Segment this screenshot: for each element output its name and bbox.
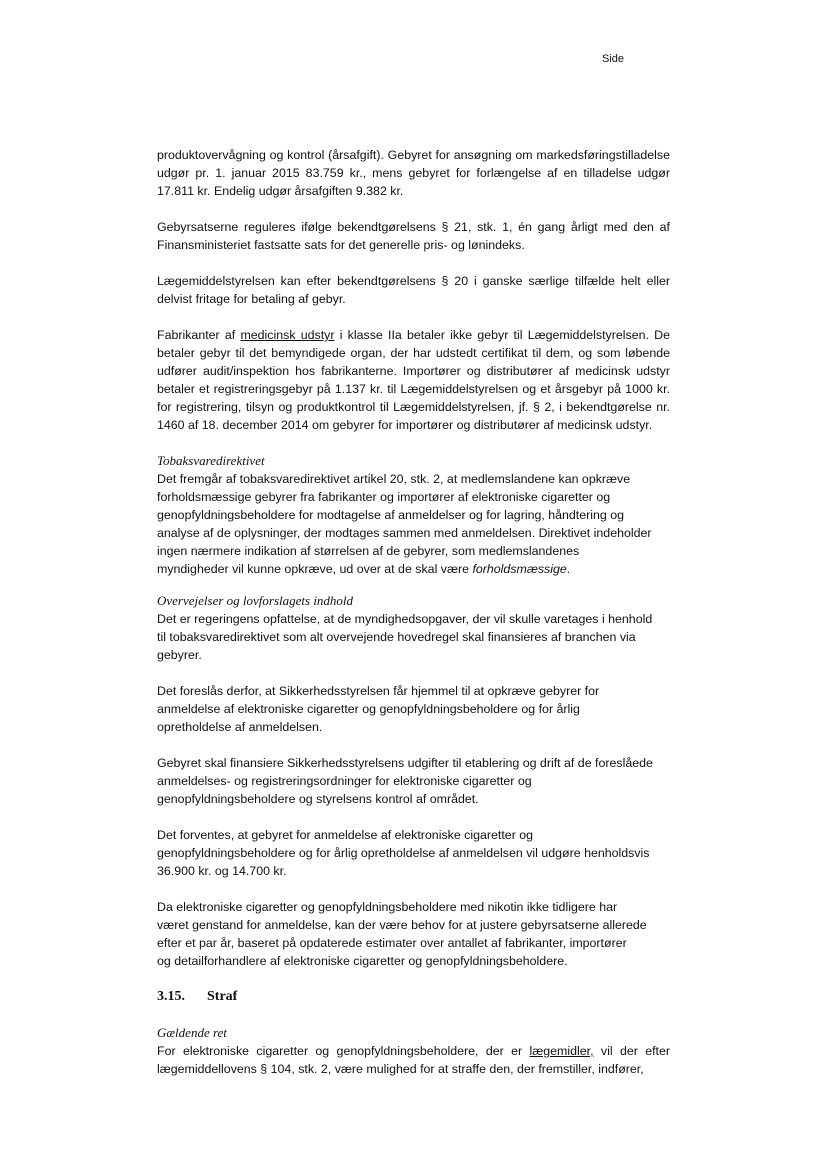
section-heading bbox=[157, 988, 670, 1006]
text-line: Det foreslås derfor, at Sikkerhedsstyrelsen får hjemmel til at opkræve gebyrer for bbox=[157, 684, 600, 698]
text-line: forholdsmæssige gebyrer fra fabrikanter og importører af elektroniske cigaretter og bbox=[157, 490, 611, 504]
medicines-link[interactable]: lægemidler, bbox=[529, 1044, 594, 1058]
text-line: efter et par år, baseret på opdaterede estimater over antallet af fabrikanter, importører bbox=[157, 936, 627, 950]
section-number: 3.15. bbox=[157, 989, 185, 1004]
text-line: genopfyldningsbeholdere og for årlig opretholdelse af anmeldelsen vil udgøre henholdsvis bbox=[157, 846, 650, 860]
text-line: Det fremgår af tobaksvaredirektivet artikel 20, stk. 2, at medlemslandene kan opkræve bbox=[157, 472, 631, 486]
emphasis-text: forholdsmæssige bbox=[472, 562, 567, 576]
text-span: Fabrikanter af bbox=[157, 328, 241, 342]
text-line: Det forventes, at gebyret for anmeldelse af elektroniske cigaretter og bbox=[157, 828, 534, 842]
text-span: . bbox=[566, 562, 571, 576]
text-line: anmeldelse af elektroniske cigaretter og genopfyldningsbeholdere og for årlig bbox=[157, 702, 580, 716]
text-line: analyse af de oplysninger, der modtages sammen med anmeldelsen. Direktivet indeholder bbox=[157, 526, 652, 540]
text-line: opretholdelse af anmeldelsen. bbox=[157, 720, 323, 734]
text-line: Gebyret skal finansiere Sikkerhedsstyrelsens udgifter til etablering og drift af de foreslåede bbox=[157, 756, 653, 770]
paragraph-considerations bbox=[157, 610, 670, 664]
text-line: 36.900 kr. og 14.700 kr. bbox=[157, 864, 287, 878]
text-line: Det er regeringens opfattelse, at de myndighedsopgaver, der vil skulle varetages i henhold bbox=[157, 612, 653, 626]
text-line: til tobaksvaredirektivet som alt overvejende hovedregel skal finansieres af branchen via bbox=[157, 630, 636, 644]
heading-tobacco-directive: Tobaksvaredirektivet bbox=[157, 453, 265, 468]
text-line bbox=[157, 560, 670, 578]
paragraph-fee-regulation: Gebyrsatserne reguleres ifølge bekendtgørelsens § 21, stk. 1, én gang årligt med den af Finansministeriet fastsatte sats for det generelle pris- og lønindeks. bbox=[157, 220, 670, 252]
text-line: Da elektroniske cigaretter og genopfyldningsbeholdere med nikotin ikke tidligere har bbox=[157, 900, 618, 914]
paragraph-current-law bbox=[157, 1042, 670, 1078]
page-label: Side bbox=[602, 53, 625, 65]
paragraph-expected-fee bbox=[157, 826, 670, 880]
text-line: gebyrer. bbox=[157, 648, 202, 662]
text-line: ingen nærmere indikation af størrelsen af de gebyrer, som medlemslandenes bbox=[157, 544, 580, 558]
text-span: i klasse IIa betaler ikke gebyr til Lægemiddelstyrelsen. De betaler gebyr til det bemyndigede organ, der har udstedt certifikat til dem, og som løbende udfører audit/inspektion hos fabrikanterne. Importører og distributører af medicinsk udstyr betaler et registreringsgebyr på 1.137 kr. til Lægemiddelstyrelsen og et årsgebyr på 1000 kr. for registrering, tilsyn og produktkontrol til Lægemiddelstyrelsen, jf. § 2, i bekendtgørelse nr. 1460 af 18. december 2014 om gebyrer for importører og distributører af medicinsk udstyr. bbox=[157, 328, 670, 432]
text-line: genopfyldningsbeholdere for modtagelse af anmeldelser og for lagring, håndtering og bbox=[157, 508, 625, 522]
paragraph-fee-exemption: Lægemiddelstyrelsen kan efter bekendtgørelsens § 20 i ganske særlige tilfælde helt eller delvist fritage for betaling af gebyr. bbox=[157, 274, 670, 306]
paragraph-adjustment bbox=[157, 898, 670, 970]
text-line: og detailforhandlere af elektroniske cigaretter og genopfyldningsbeholdere. bbox=[157, 954, 568, 968]
text-span: myndigheder vil kunne opkræve, ud over at de skal være bbox=[157, 562, 473, 576]
paragraph-tobacco-directive bbox=[157, 470, 670, 578]
document-body bbox=[157, 146, 670, 1078]
section-title: Straf bbox=[207, 989, 238, 1004]
heading-considerations: Overvejelser og lovforslagets indhold bbox=[157, 593, 354, 608]
text-line: anmeldelses- og registreringsordninger for elektroniske cigaretter og bbox=[157, 774, 532, 788]
paragraph-financing bbox=[157, 754, 670, 808]
text-line: genopfyldningsbeholdere og styrelsens kontrol af området. bbox=[157, 792, 479, 806]
paragraph-proposal bbox=[157, 682, 670, 736]
paragraph-medical-devices bbox=[157, 326, 670, 434]
heading-current-law: Gældende ret bbox=[157, 1025, 227, 1040]
text-line: været genstand for anmeldelse, kan der være behov for at justere gebyrsatserne allerede bbox=[157, 918, 647, 932]
paragraph-fees-amounts: produktovervågning og kontrol (årsafgift). Gebyret for ansøgning om markedsføringstilladelse udgør pr. 1. januar 2015 83.759 kr., mens gebyret for forlængelse af en tilladelse udgør 17.811 kr. Endelig udgør årsafgiften 9.382 kr. bbox=[157, 148, 670, 198]
text-span: For elektroniske cigaretter og genopfyldningsbeholdere, der er bbox=[157, 1044, 530, 1058]
text-span: vil der efter lægemiddellovens § 104, stk. 2, være mulighed for at straffe den, der fremstiller, indfører, bbox=[157, 1044, 671, 1076]
medical-devices-link[interactable]: medicinsk udstyr bbox=[240, 328, 335, 342]
